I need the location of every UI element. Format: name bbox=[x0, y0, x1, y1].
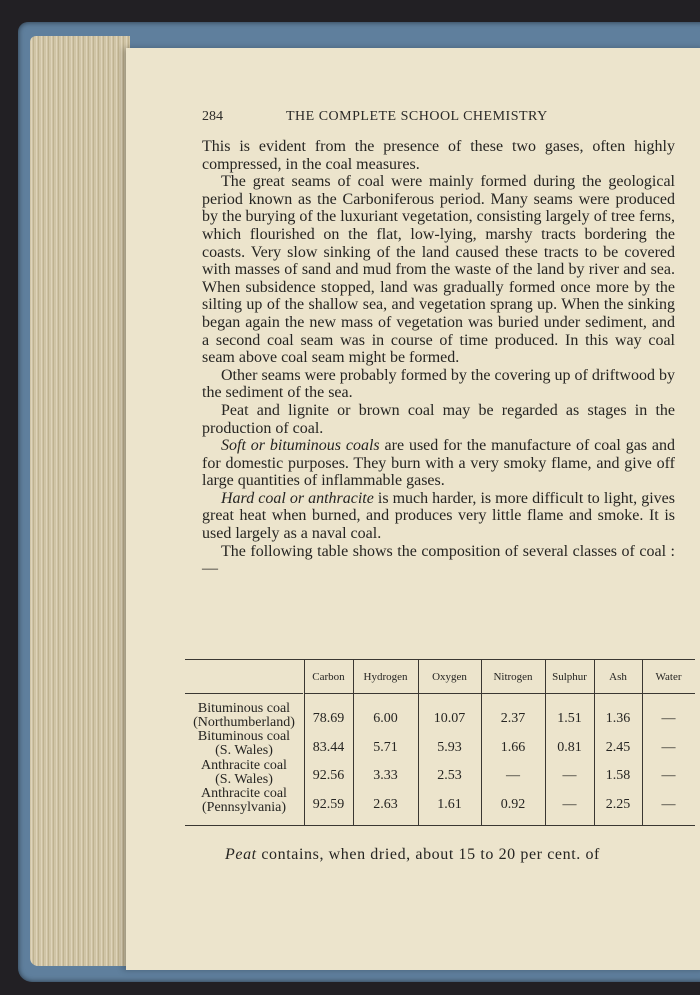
table-cell: 0.92 bbox=[500, 797, 526, 812]
table-bottom-rule bbox=[185, 825, 695, 826]
row-label-line: (S. Wales) bbox=[215, 743, 273, 758]
row-label-line: Anthracite coal bbox=[201, 786, 287, 801]
table-cell: — bbox=[506, 768, 520, 783]
paragraph-1: This is evident from the presence of these two gases, often highly compressed, in the coal measures. bbox=[202, 138, 675, 173]
row-label-line: (Pennsylvania) bbox=[202, 800, 286, 815]
table-top-rule bbox=[185, 659, 695, 660]
header-underline bbox=[185, 693, 303, 694]
header-underline bbox=[305, 693, 353, 694]
column-header-sulphur: Sulphur bbox=[552, 671, 587, 683]
paragraph-6-text: is much harder, is more difficult to light, gives great heat when burned, and produces very little flame and smoke. It is used largely as a naval coal. bbox=[202, 489, 675, 543]
table-cell: — bbox=[661, 768, 676, 783]
page-number: 284 bbox=[202, 109, 223, 124]
header-underline bbox=[354, 693, 418, 694]
row-label-line: Anthracite coal bbox=[201, 758, 287, 773]
paragraph-4: Peat and lignite or brown coal may be regarded as stages in the production of coal. bbox=[202, 401, 675, 437]
table-cell: 3.33 bbox=[373, 768, 398, 783]
table-cell: 10.07 bbox=[433, 711, 466, 726]
paragraph-5-text: are used for the manufacture of coal gas and for domestic purposes. They burn with a very smoky flame, and give off large quantities of inflammable gases. bbox=[202, 437, 675, 490]
row-label-line: (Northumberland) bbox=[193, 715, 295, 730]
table-cell: 1.51 bbox=[557, 711, 582, 726]
table-cell: — bbox=[562, 768, 577, 783]
paragraph-7: The following table shows the composition of several classes of coal :— bbox=[202, 542, 675, 578]
row-label-line: (S. Wales) bbox=[215, 772, 273, 787]
row-label bbox=[185, 787, 303, 815]
table-cell: 92.59 bbox=[312, 797, 345, 812]
table-cell: — bbox=[661, 711, 676, 726]
column-header-water: Water bbox=[655, 671, 682, 683]
paragraph-2: The great seams of coal were mainly formed during the geological period known as the Carboniferous period. Many seams were produced by the burying of the luxuriant vegetation, consisting largely of tree ferns, which flourished on the flat, low-lying, marshy tracts bordering the coasts. Very slow sinking of the land caused these tracts to be covered with masses of sand and mud from the waste of the land by river and sea. When subsidence stopped, land was gradually formed once more by the silting up of the shallow sea, and vegetation sprang up. When the sinking began again the new mass of vegetation was buried under sediment, and a second coal seam was in course of time produced. In this way coal seam above coal seam might be formed. bbox=[202, 173, 675, 367]
table-cell: 78.69 bbox=[312, 711, 345, 726]
table-cell: — bbox=[661, 797, 676, 812]
header-underline bbox=[643, 693, 695, 694]
table-cell: — bbox=[562, 797, 577, 812]
table-cell: — bbox=[661, 740, 676, 755]
header-underline bbox=[482, 693, 545, 694]
table-cell: 2.63 bbox=[373, 797, 398, 812]
header-underline bbox=[595, 693, 642, 694]
column-header-ash: Ash bbox=[609, 671, 627, 683]
table-cell: 2.45 bbox=[605, 740, 631, 755]
after-table-rest: contains, when dried, about 15 to 20 per cent. of bbox=[256, 846, 600, 863]
row-label bbox=[185, 759, 303, 787]
after-table-text bbox=[225, 846, 680, 864]
running-title: THE COMPLETE SCHOOL CHEMISTRY bbox=[286, 109, 548, 124]
body-text bbox=[202, 138, 675, 578]
table-cell: 92.56 bbox=[312, 768, 345, 783]
table-cell: 6.00 bbox=[373, 711, 398, 726]
table-cell: 2.53 bbox=[437, 768, 462, 783]
header-underline bbox=[419, 693, 481, 694]
row-label bbox=[185, 730, 303, 758]
paragraph-5-italic: Soft or bituminous coals bbox=[221, 437, 380, 455]
header-underline bbox=[546, 693, 594, 694]
table-cell: 1.36 bbox=[605, 711, 631, 726]
after-table-italic: Peat bbox=[225, 846, 257, 863]
table-cell: 1.58 bbox=[605, 768, 631, 783]
row-label bbox=[185, 702, 303, 730]
column-header-carbon: Carbon bbox=[312, 671, 345, 683]
table-cell: 2.25 bbox=[605, 797, 631, 812]
column-header-oxygen: Oxygen bbox=[432, 671, 467, 683]
row-label-line: Bituminous coal bbox=[197, 729, 291, 744]
paragraph-3: Other seams were probably formed by the covering up of driftwood by the sediment of the sea. bbox=[202, 366, 675, 402]
paragraph-6 bbox=[202, 490, 675, 543]
paragraph-6-italic: Hard coal or anthracite bbox=[221, 489, 374, 507]
table-cell: 0.81 bbox=[557, 740, 582, 755]
table-cell: 5.93 bbox=[437, 740, 462, 755]
column-header-hydrogen: Hydrogen bbox=[363, 671, 408, 683]
page-header bbox=[202, 109, 602, 129]
column-header-nitrogen: Nitrogen bbox=[493, 671, 533, 683]
page-edges bbox=[30, 36, 130, 966]
table-cell: 5.71 bbox=[373, 740, 398, 755]
table-cell: 83.44 bbox=[312, 740, 345, 755]
row-label-line: Bituminous coal bbox=[197, 701, 291, 716]
table-cell: 2.37 bbox=[500, 711, 526, 726]
paragraph-5 bbox=[202, 437, 675, 490]
coal-composition-table bbox=[185, 659, 695, 829]
table-cell: 1.61 bbox=[437, 797, 462, 812]
table-cell: 1.66 bbox=[500, 740, 526, 755]
